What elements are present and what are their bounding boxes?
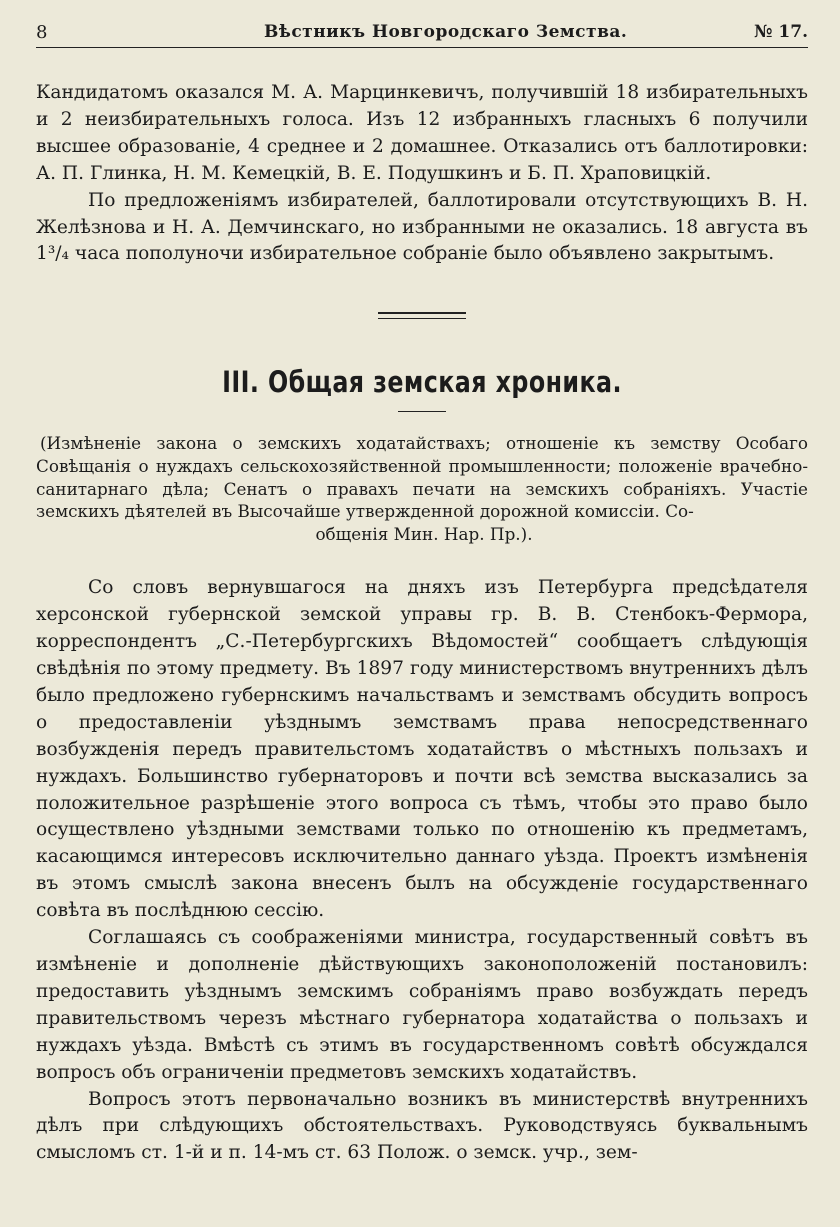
section-summary-end: общенія Мин. Нар. Пр.). — [315, 523, 533, 544]
intro-paragraph-1: Кандидатомъ оказался М. А. Марцинкевичъ, получившій 18 избирательныхъ и 2 неизбирательныхъ голоса. Изъ 12 избранныхъ гласныхъ 6 получили высшее образованіе, 4 среднее и 2 домашнее. Отказались отъ баллотировки: А. П. Глинка, Н. М. Кемецкій, В. Е. Подушкинъ и Б. П. Храповицкій. — [36, 82, 808, 184]
running-header — [36, 14, 808, 50]
body-paragraph-3: Вопросъ этотъ первоначально возникъ въ министерствѣ внутреннихъ дѣлъ при слѣдующихъ обстоятельствахъ. Руководствуясь буквальнымъ смысломъ ст. 1-й и п. 14-мъ ст. 63 Полож. о земск. учр., зем- — [36, 1088, 808, 1164]
section-body — [36, 575, 808, 1167]
section-divider — [378, 312, 466, 319]
title-underline — [398, 411, 446, 412]
document-page — [36, 14, 808, 1167]
section-title: III. Общая земская хроника. — [222, 365, 622, 400]
header-rule — [36, 47, 808, 48]
body-paragraph-2: Соглашаясь съ соображеніями министра, государственный совѣтъ въ измѣненіе и дополненіе дѣйствующихъ законоположеній постановилъ: предоставить уѣзднымъ земскимъ собраніямъ право возбуждать передъ правительствомъ черезъ мѣстнаго губернатора ходатайства о пользахъ и нуждахъ уѣзда. Вмѣстѣ съ этимъ въ государственномъ совѣтѣ обсуждался вопросъ объ ограниченіи предметовъ земскихъ ходатайствъ. — [36, 927, 808, 1083]
issue-number: № 17. — [754, 22, 808, 42]
section-summary — [36, 432, 808, 545]
section-summary-main: (Измѣненіе закона о земскихъ ходатайствахъ; отношеніе къ земству Особаго Совѣщанія о нуждахъ сельскохозяйственной промышленности; положеніе врачебно-санитарнаго дѣла; Сенатъ о правахъ печати на земскихъ собраніяхъ. Участіе земскихъ дѣятелей въ Высочайше утвержденной дорожной комиссіи. Со- — [36, 433, 808, 522]
page-number: 8 — [36, 22, 48, 43]
journal-title: Вѣстникъ Новгородскаго Земства. — [264, 22, 628, 42]
intro-block — [36, 80, 808, 268]
body-paragraph-1: Со словъ вернувшагося на дняхъ изъ Петербурга предсѣдателя херсонской губернской земской управы гр. В. В. Стенбокъ-Фермора, корреспондентъ „С.-Петербургскихъ Вѣдомостей“ сообщаетъ слѣдующія свѣдѣнія по этому предмету. Въ 1897 году министерствомъ внутреннихъ дѣлъ было предложено губернскимъ начальствамъ и земствамъ обсудить вопросъ о предоставленіи уѣзднымъ земствамъ права непосредственнаго возбужденія передъ правительстомъ ходатайствъ о мѣстныхъ пользахъ и нуждахъ. Большинство губернаторовъ и почти всѣ земства высказались за положительное разрѣшеніе этого вопроса съ тѣмъ, чтобы это право было осуществлено уѣздными земствами только по отношенію къ предметамъ, касающимся интересовъ исключительно даннаго уѣзда. Проектъ измѣненія въ этомъ смыслѣ закона внесенъ былъ на обсужденіе государственнаго совѣта въ послѣднюю сессію. — [36, 577, 808, 922]
intro-paragraph-2: По предложеніямъ избирателей, баллотировали отсутствующихъ В. Н. Желѣзнова и Н. А. Демчинскаго, но избранными не оказались. 18 августа въ 1³/₄ часа пополуночи избирательное собраніе было объявлено закрытымъ. — [36, 189, 808, 265]
